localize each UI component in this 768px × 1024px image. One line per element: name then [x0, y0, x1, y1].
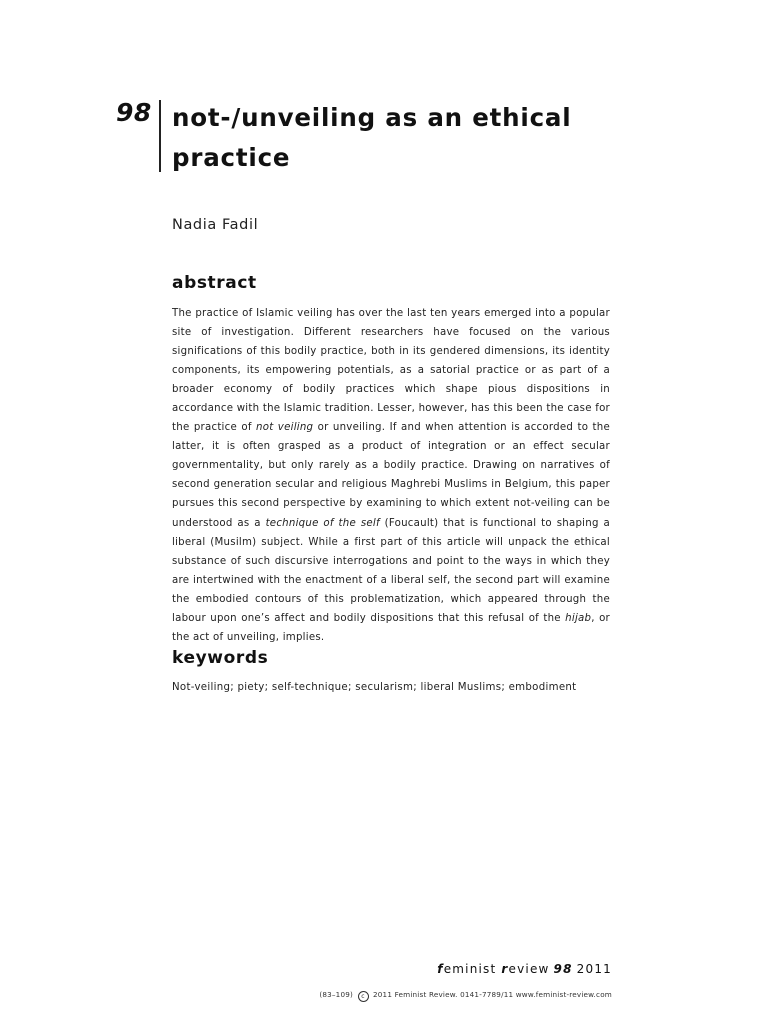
keywords-heading: keywords [172, 648, 269, 668]
journal-word1: eminist [443, 962, 502, 976]
abstract-heading: abstract [172, 273, 257, 293]
footer-pages: (83–109) [319, 990, 354, 999]
abstract-segment: The practice of Islamic veiling has over the last ten years emerged into a popular site of investigation. Different researchers have focused on the various significations of this bodily practice, both in its gendered dimensions, its identity components, its empowering potentials, as a satorial practice or as part of a broader economy of bodily practices which shape pious dispositions in accordance with the Islamic tradition. Lesser, however, has this been the case for the practice of [172, 308, 610, 434]
keywords-list: Not-veiling; piety; self-technique; secularism; liberal Muslims; embodiment [172, 682, 577, 693]
abstract-segment: or unveiling. If and when attention is accorded to the latter, it is often grasped as a product of integration or an effect secular governmentality, but only rarely as a bodily practice. Drawing on narratives of second generation secular and religious Maghrebi Muslims in Belgium, this paper pursues this second perspective by examining to which extent not-veiling can be understood as a [172, 422, 610, 529]
journal-initial-r: r [501, 962, 509, 976]
copyright-icon: c [358, 991, 369, 1002]
title-divider [159, 100, 161, 172]
journal-initial-f: f [437, 962, 444, 976]
footer-copyright: 2011 Feminist Review. 0141-7789/11 www.feminist-review.com [373, 990, 612, 999]
journal-name [437, 962, 612, 976]
abstract-emphasis-technique-of-self: technique of the self [265, 517, 380, 529]
abstract-emphasis-hijab: hijab [565, 612, 592, 624]
footer-citation [319, 990, 612, 1002]
abstract-segment: , or the act of unveiling, implies. [172, 612, 611, 643]
article-title: not-/unveiling as an ethical practice [172, 103, 572, 172]
abstract-segment: (Foucault) that is functional to shaping a liberal (Musilm) subject. While a first part of this article will unpack the ethical substance of such discursive interrogations and point to the ways in which they are intertwined with the enactment of a liberal self, the second part will examine the embodied contours of this problematization, which appeared through the labour upon one’s affect and bodily dispositions that this refusal of the [172, 517, 610, 624]
journal-year: 2011 [576, 962, 612, 976]
abstract-emphasis-not-veiling: not veiling [256, 422, 314, 434]
abstract-text [172, 304, 610, 647]
journal-word2: eview [508, 962, 550, 976]
journal-volume: 98 [553, 962, 573, 976]
author-name: Nadia Fadil [172, 217, 259, 233]
issue-number: 98 [116, 98, 152, 127]
